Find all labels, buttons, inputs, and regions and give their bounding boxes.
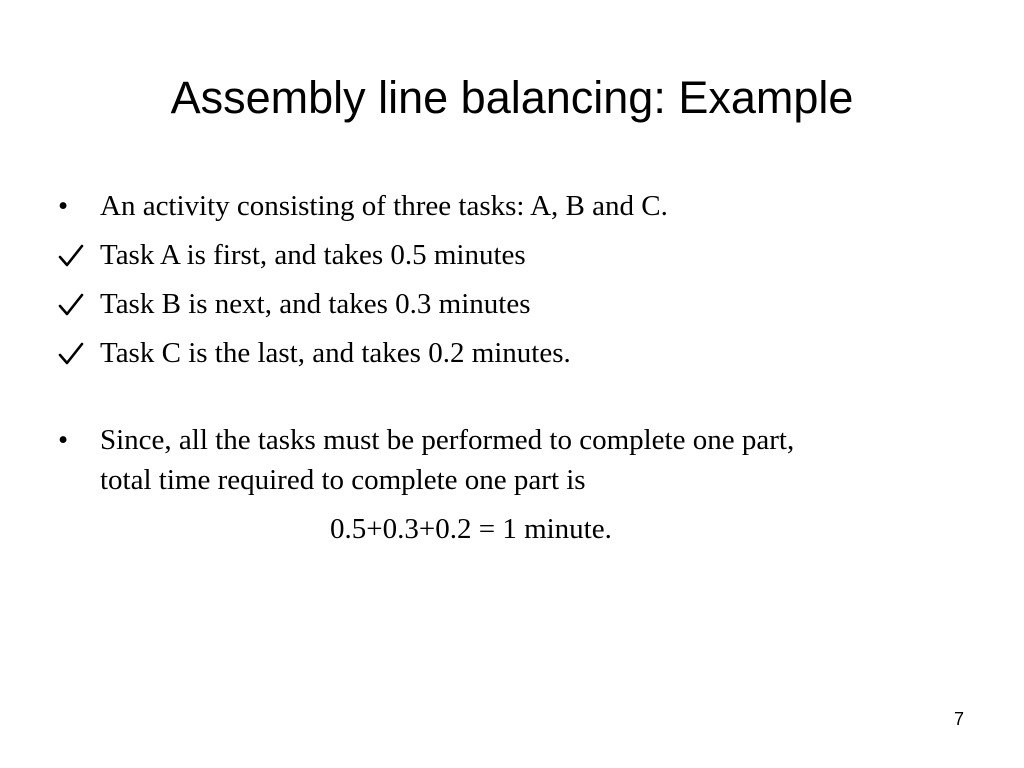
checkmark-icon — [56, 339, 86, 369]
bullet-dot-icon: • — [58, 424, 69, 456]
total-time-equation: 0.5+0.3+0.2 = 1 minute. — [330, 513, 612, 545]
page-number: 7 — [953, 709, 964, 729]
spacer — [56, 382, 956, 420]
checkmark-icon — [56, 290, 86, 320]
bullet-dot-icon: • — [58, 190, 69, 222]
check-text: Task B is next, and takes 0.3 minutes — [100, 288, 531, 320]
slide-body — [56, 186, 956, 558]
bullet-text-line-2: total time required to complete one part is — [100, 464, 586, 496]
bullet-text-line-1: Since, all the tasks must be performed to complete one part, — [100, 424, 795, 456]
check-item — [56, 235, 956, 275]
slide-title: Assembly line balancing: Example — [170, 72, 854, 123]
check-text: Task A is first, and takes 0.5 minutes — [100, 239, 526, 271]
bullet-item — [56, 186, 956, 226]
check-item — [56, 333, 956, 373]
checkmark-icon — [56, 241, 86, 271]
check-item — [56, 284, 956, 324]
bullet-text: An activity consisting of three tasks: A, B and C. — [100, 190, 668, 222]
check-text: Task C is the last, and takes 0.2 minutes. — [100, 337, 571, 369]
bullet-item — [56, 420, 956, 549]
